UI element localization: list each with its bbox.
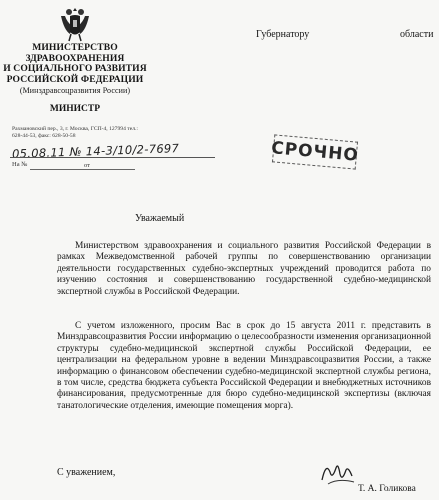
ministry-line-2: ЗДРАВООХРАНЕНИЯ xyxy=(25,52,125,64)
salutation: Уважаемый xyxy=(135,213,185,224)
reply-to-number-label: На № xyxy=(12,161,28,168)
minister-title: МИНИСТР xyxy=(49,104,101,114)
ministry-line-4: РОССИЙСКОЙ ФЕДЕРАЦИИ xyxy=(6,73,144,85)
ministry-line-1: МИНИСТЕРСТВО xyxy=(32,42,118,53)
signature xyxy=(318,458,358,488)
coat-of-arms-emblem xyxy=(58,4,92,44)
addressee-governor: Губернатору xyxy=(256,29,310,40)
ministry-line-3: И СОЦИАЛЬНОГО РАЗВИТИЯ xyxy=(3,63,147,75)
addressee-oblast: области xyxy=(400,29,434,40)
ministry-abbreviation: (Минздравсоцразвития России) xyxy=(19,86,131,96)
body-paragraph-2: С учетом изложенного, просим Вас в срок до 15 августа 2011 г. представить в Минздравсоцразвития России информацию о целесообразности изменения организационной структуры судебно-медицинской экспертной службы Российской Федерации, ее централизации на федеральном уровне в ведении Минздравсоцразвития России, а также информацию о финансовом обеспечении судебно-медицинской экспертной службы региона, в том числе, средства бюджета субъекта Российской Федерации и внебюджетных источников финансирования, предусмотренные для бюро судебно-медицинской экспертизы (включая танатологические отделения, имеющие помещения морга). xyxy=(57,321,431,411)
closing-phrase: С уважением, xyxy=(57,467,116,478)
reply-underline xyxy=(30,169,135,170)
handwritten-reference: 05.08.11 № 14-3/10/2-7697 xyxy=(11,141,180,161)
urgent-stamp: СРОЧНО xyxy=(272,134,358,169)
reference-underline xyxy=(10,157,215,158)
body-paragraph-1: Министерством здравоохранения и социального развития Российской Федерации в рамках Межведомственной рабочей группы по совершенствованию организации деятельности государственных судебно-экспертных учреждений проводится работа по изучению состояния и совершенствованию государственной судебно-медицинской экспертной службы в Российской Федерации. xyxy=(57,241,431,297)
reply-date-label: от xyxy=(84,162,91,169)
signer-name: Т. А. Голикова xyxy=(358,484,416,494)
ministry-name xyxy=(0,43,150,97)
ministry-address: Рахмановский пер., 3, г. Москва, ГСП-4, 127994 тел.: 628-44-53, факс: 628-50-58 xyxy=(12,126,138,139)
